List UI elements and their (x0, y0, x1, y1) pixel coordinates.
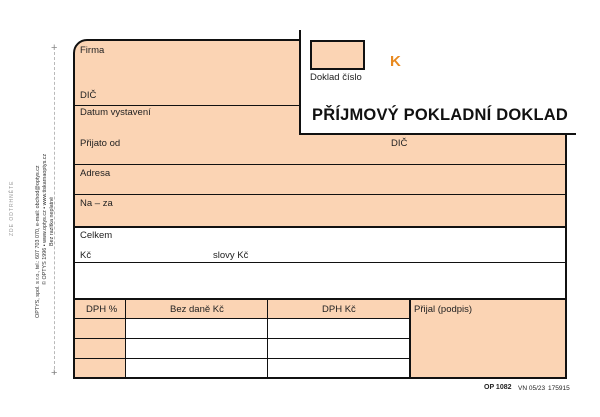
document-title: PŘÍJMOVÝ POKLADNÍ DOKLAD (312, 106, 568, 124)
table-col-line-1 (125, 299, 126, 378)
dic-top-label: DIČ (80, 90, 97, 101)
publisher-line: OPTYS, spol. s r.o., tel.: 607 703 070, e-mail: obchod@optys.cz (35, 165, 41, 318)
celkem-label: Celkem (80, 230, 113, 241)
table-header-bez-dane: Bez daně Kč (170, 304, 224, 315)
divider-kc (75, 262, 565, 263)
prijal-label: Přijal (podpis) (414, 304, 473, 315)
divider-table (75, 298, 567, 300)
form-code-number: OP 1082 (484, 384, 512, 391)
datum-label: Datum vystavení (80, 107, 151, 118)
slovy-label: slovy Kč (213, 250, 249, 261)
k-mark: K (390, 53, 401, 70)
na-za-label: Na – za (80, 198, 113, 209)
firma-label: Firma (80, 45, 105, 56)
divider-celkem (75, 226, 567, 228)
table-col-line-3 (409, 299, 411, 378)
dph-white-cells (126, 319, 410, 377)
form-serial: 175915 (548, 385, 570, 392)
divider-na-za (75, 194, 565, 195)
kc-label: Kč (80, 250, 92, 261)
stamp-note: Bez razítka neplatné (49, 196, 55, 246)
divider-datum (75, 105, 300, 106)
tear-here-text: ZDE ODTRHNĚTE (9, 180, 15, 236)
table-col-line-2 (267, 299, 268, 378)
prijato-label: Přijato od (80, 138, 121, 149)
form-code (484, 384, 512, 391)
table-header-dph-percent: DPH % (86, 304, 118, 315)
table-header-dph-kc: DPH Kč (322, 304, 356, 315)
doklad-number-field[interactable] (310, 40, 365, 70)
dic-right-label: DIČ (391, 138, 408, 149)
plus-mark-top: + (51, 42, 58, 54)
plus-mark-bottom: + (51, 367, 58, 379)
copyright-line: © OPTYS 1996 • www.optys.cz • www.tiskarnaoptys.cz (42, 153, 48, 285)
doklad-cislo-label: Doklad číslo (310, 72, 362, 83)
adresa-label: Adresa (80, 168, 111, 179)
divider-adresa (75, 164, 565, 165)
form-version: VN 05/23 (518, 385, 546, 392)
